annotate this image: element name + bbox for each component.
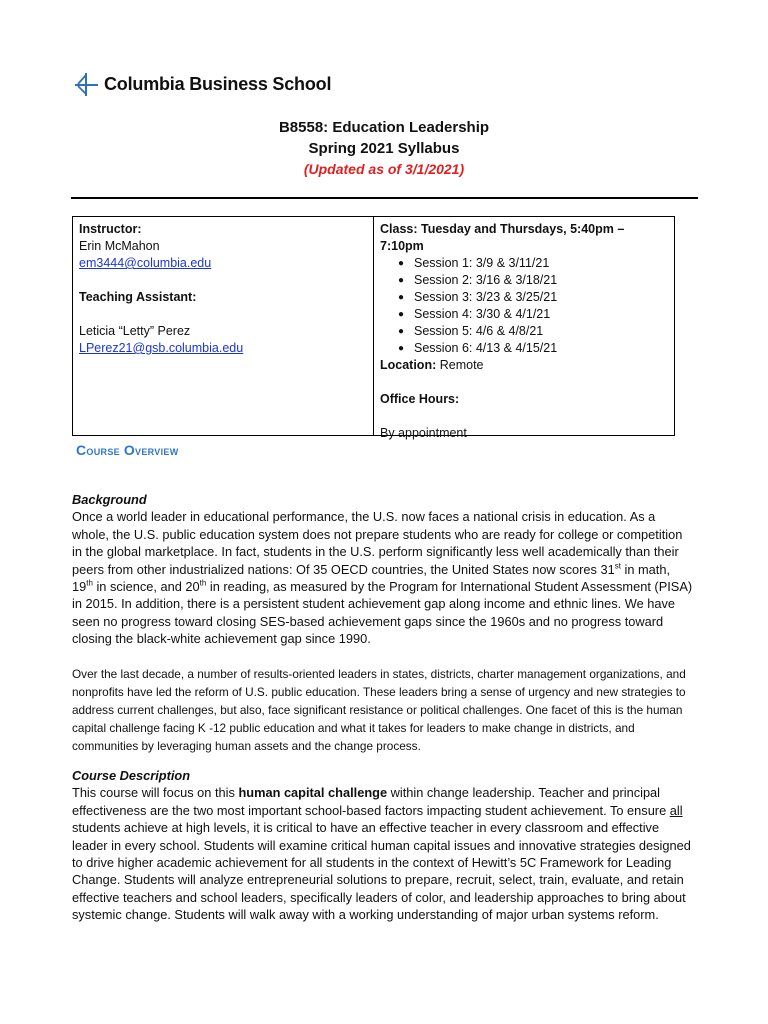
updated-note: (Updated as of 3/1/2021) xyxy=(303,161,465,177)
background-paragraph-2: Over the last decade, a number of results-oriented leaders in states, districts, charter management organizations, and nonprofits have led the reform of U.S. public education. These leaders bring a sense of urgency and new strategies to address current challenges, but also, face significant resistance or political challenges. One facet of this is the human capital challenge facing K -12 public education and what it takes for leaders to make change in districts, and communities by leveraging human assets and the change process. xyxy=(72,667,686,753)
session-item: ● Session 6: 4/13 & 4/15/21 xyxy=(398,340,668,357)
header-logo xyxy=(72,70,331,98)
instructor-name: Erin McMahon xyxy=(79,239,160,253)
course-description-paragraph: This course will focus on this human capital challenge within change leadership. Teacher and principal effectiveness are the two most important school-based factors impacting student achievement. To ensure all students achieve at high levels, it is critical to have an effective teacher in every classroom and effective leader in every school. Students will examine critical human capital issues and innovative strategies designed to drive higher academic achievement for all students in the context of Hewitt’s 5C Framework for Leading Change. Students will analyze entrepreneurial solutions to prepare, recruit, select, train, evaluate, and retain effective teachers and school leaders, specifically leaders of color, and leadership approaches to bring about systemic change. Students will walk away with a working understanding of major urban systems reform. xyxy=(72,785,691,923)
term-title: Spring 2021 Syllabus xyxy=(308,140,460,157)
ta-email-link[interactable]: LPerez21@gsb.columbia.edu xyxy=(79,341,244,355)
ta-name: Leticia “Letty” Perez xyxy=(79,324,191,338)
course-title: B8558: Education Leadership xyxy=(278,119,490,136)
course-overview-heading: Course Overview xyxy=(76,442,179,458)
instructor-cell xyxy=(73,217,374,435)
background-section xyxy=(72,491,694,648)
course-description-title: Course Description xyxy=(72,768,191,783)
session-item: ● Session 3: 3/23 & 3/25/21 xyxy=(398,289,668,306)
instructor-label: Instructor: xyxy=(79,222,142,236)
course-info-table xyxy=(72,216,675,440)
instructor-email-link[interactable]: em3444@columbia.edu xyxy=(79,256,212,270)
header-divider xyxy=(71,197,698,199)
ta-label: Teaching Assistant: xyxy=(79,290,197,304)
location-line xyxy=(380,357,668,374)
session-item: ● Session 2: 3/16 & 3/18/21 xyxy=(398,272,668,289)
class-cell xyxy=(374,217,674,440)
columbia-crown-icon xyxy=(72,70,100,98)
background-title: Background xyxy=(72,492,147,507)
logo-text: Columbia Business School xyxy=(104,73,332,94)
course-description-section xyxy=(72,767,694,924)
office-hours-value: By appointment xyxy=(380,426,467,440)
location-label: Location: xyxy=(380,358,437,372)
session-item: ● Session 4: 3/30 & 4/1/21 xyxy=(398,306,668,323)
session-item: ● Session 1: 3/9 & 3/11/21 xyxy=(398,255,668,272)
title-block xyxy=(0,117,768,180)
session-list xyxy=(380,255,668,357)
session-item: ● Session 5: 4/6 & 4/8/21 xyxy=(398,323,668,340)
office-hours-label: Office Hours: xyxy=(380,392,460,406)
location-value: Remote xyxy=(436,358,484,372)
class-schedule-label: Class: Tuesday and Thursdays, 5:40pm – 7:10pm xyxy=(380,222,625,253)
background-paragraph-1: Once a world leader in educational performance, the U.S. now faces a national crisis in education. As a whole, the U.S. public education system does not prepare students who are ready for college or competition in the global marketplace. In fact, students in the U.S. perform significantly less well academically than their peers from other industrialized nations: Of 35 OECD countries, the United States now scores 31st in math, 19th in science, and 20th in reading, as measured by the Program for International Student Assessment (PISA) in 2015. In addition, there is a persistent student achievement gap along income and ethnic lines. We have seen no progress toward closing SES-based achievement gaps since the 1960s and no progress toward closing the black-white achievement gap since 1990. xyxy=(72,509,693,647)
